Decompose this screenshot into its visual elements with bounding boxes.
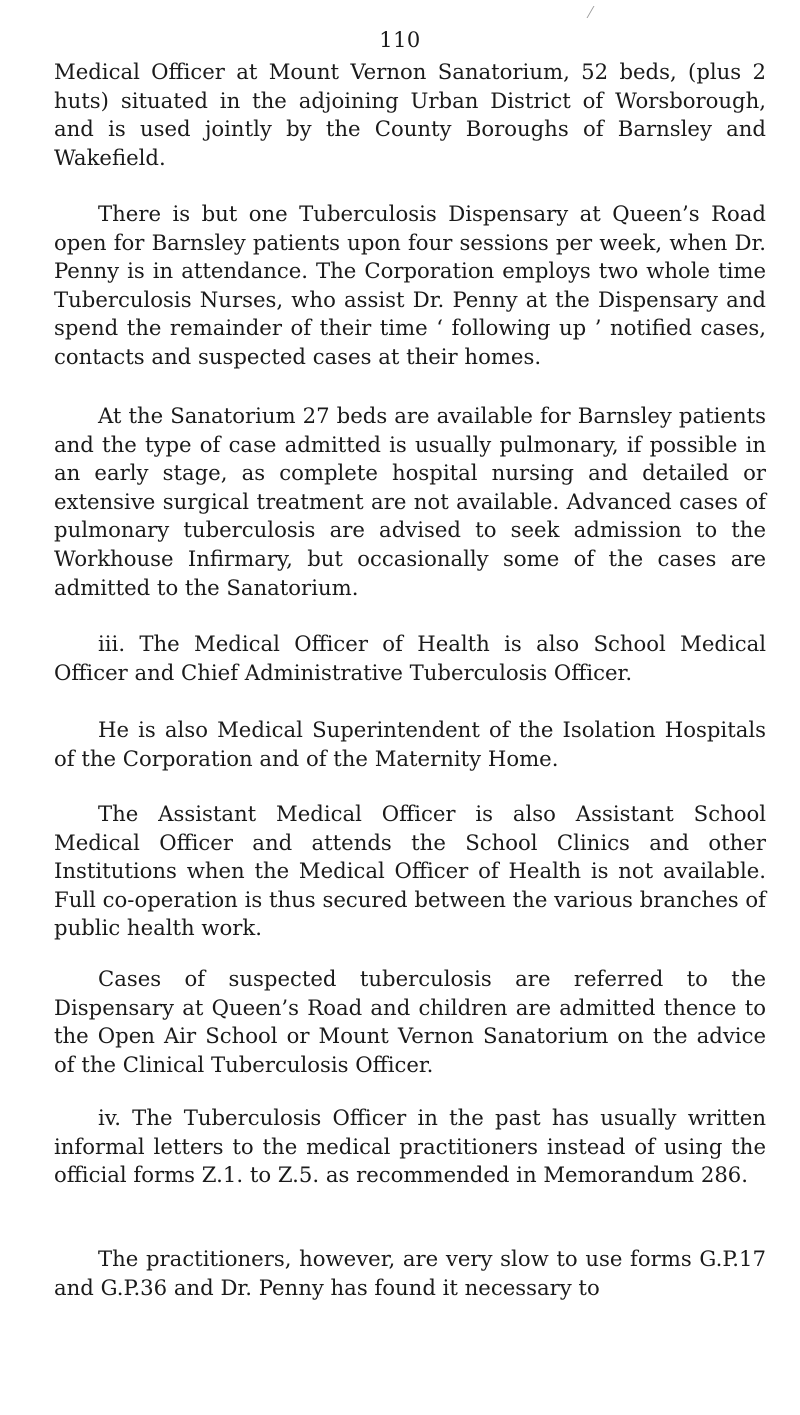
paragraph-suspected-cases: Cases of suspected tuberculosis are referred to the Dispensary at Queen’s Road and children are admitted thence to the Open Air School or Mount Vernon Sanatorium on the advice of the Clinical Tuberculosis Officer. bbox=[54, 966, 766, 1077]
paragraph-section-iii: iii. The Medical Officer of Health is also School Medical Officer and Chief Administrative Tuberculosis Officer. bbox=[54, 631, 766, 685]
paragraph-superintendent: He is also Medical Superintendent of the Isolation Hospitals of the Corporation and of the Maternity Home. bbox=[54, 717, 766, 771]
paragraph-practitioners: The practitioners, however, are very slow to use forms G.P.17 and G.P.36 and Dr. Penny has found it necessary to bbox=[54, 1246, 766, 1300]
page-number: 110 bbox=[379, 28, 421, 52]
paragraph-section-iv: iv. The Tuberculosis Officer in the past has usually written informal letters to the medical practitioners instead of using the official forms Z.1. to Z.5. as recommended in Memorandum 286. bbox=[54, 1105, 766, 1188]
paragraph-dispensary: There is but one Tuberculosis Dispensary at Queen’s Road open for Barnsley patients upon four sessions per week, when Dr. Penny is in attendance. The Corporation employs two whole time Tuberculosis Nurses, who assist Dr. Penny at the Dispensary and spend the remainder of their time ‘ following up ’ notified cases, contacts and suspected cases at their homes. bbox=[54, 201, 766, 369]
paragraph-mount-vernon: Medical Officer at Mount Vernon Sanatorium, 52 beds, (plus 2 huts) situated in the adjoining Urban District of Worsborough, and is used jointly by the County Boroughs of Barnsley and Wakefield. bbox=[54, 59, 766, 170]
pencil-mark bbox=[577, 6, 595, 18]
paragraph-sanatorium-beds: At the Sanatorium 27 beds are available for Barnsley patients and the type of case admitted is usually pulmonary, if possible in an early stage, as complete hospital nursing and detailed or extensive surgical treatment are not available. Advanced cases of pulmonary tuberculosis are advised to seek admission to the Workhouse Infirmary, but occasionally some of the cases are admitted to the Sanatorium. bbox=[54, 403, 766, 600]
paragraph-assistant-officer: The Assistant Medical Officer is also Assistant School Medical Officer and attends the School Clinics and other Institutions when the Medical Officer of Health is not available. Full co-operation is thus secured between the various branches of public health work. bbox=[54, 801, 766, 941]
